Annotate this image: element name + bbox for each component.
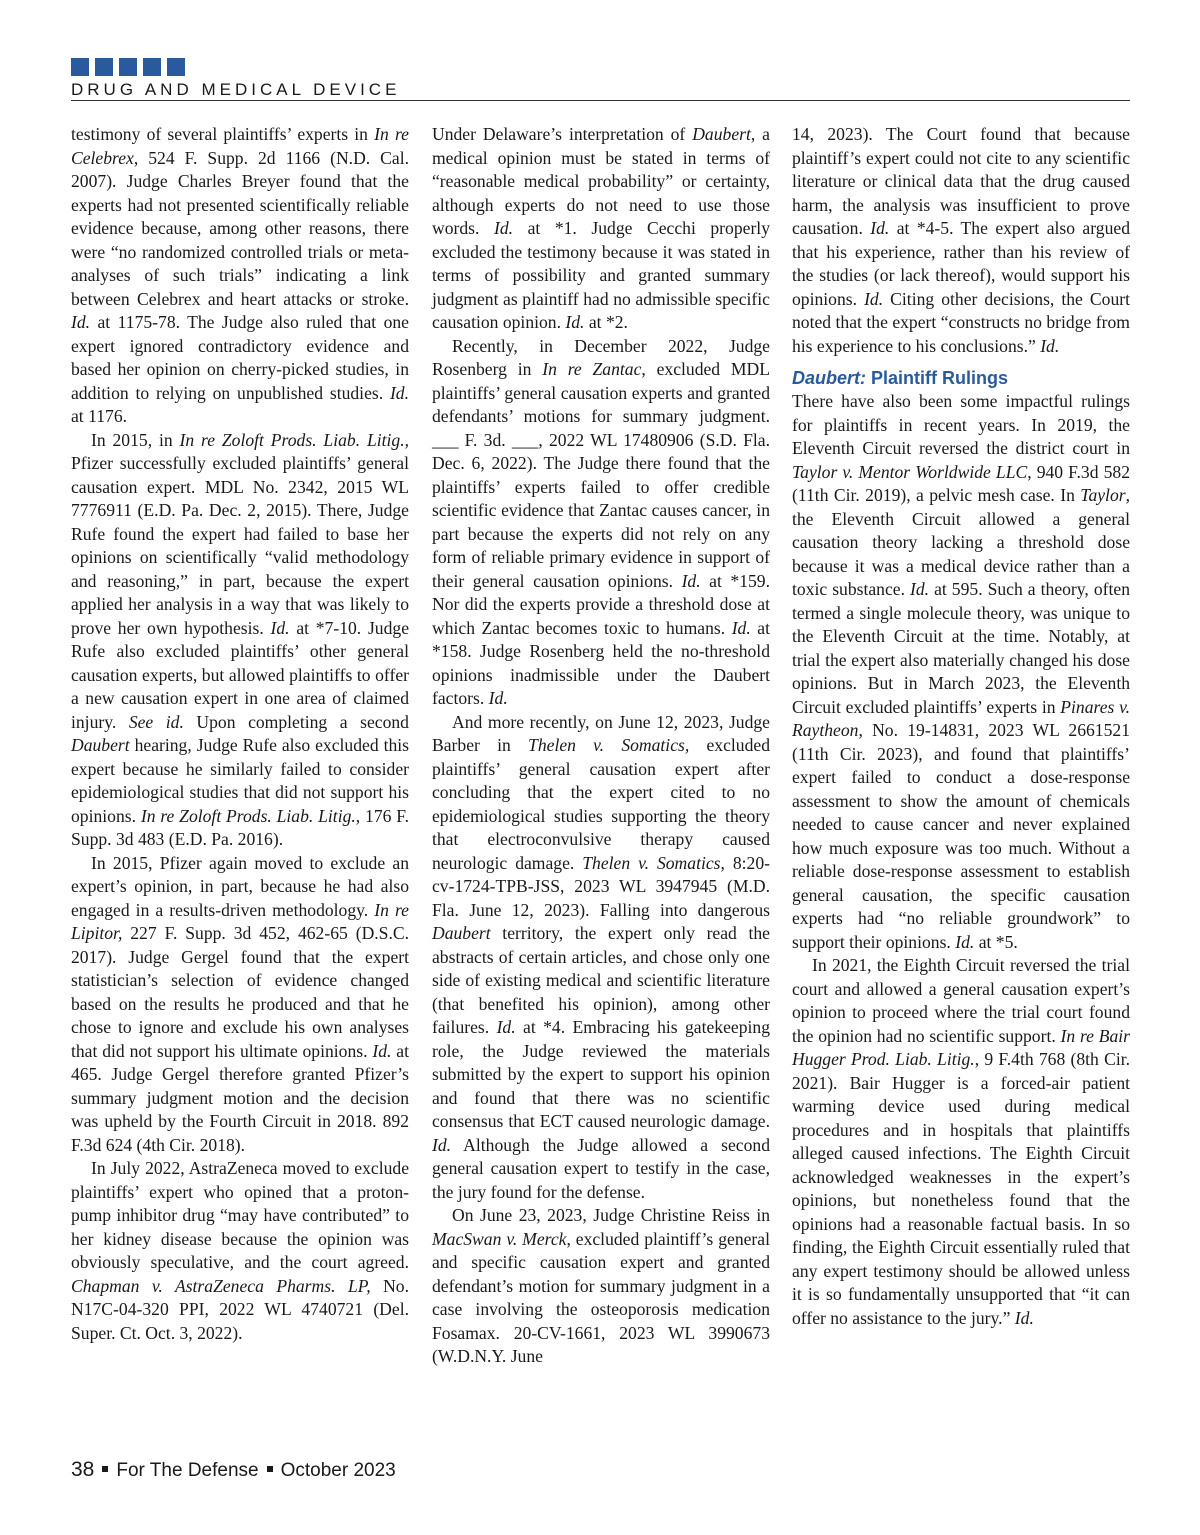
paragraph [792,390,1130,954]
text-run: , a medical opinion must be stated in terms of “reasonable medical probability” or certainty, although experts do not need to use those words. [432,124,770,238]
italic-citation: Id. [372,1040,392,1061]
header-square [167,58,185,76]
text-run: , excluded MDL plaintiffs’ general causation experts and granted defendants’ motions for summary judgment. ___ F. 3d. ___, 2022 WL 17480906 (S.D. Fla. Dec. 6, 2022). The Judge there found that the plaintiffs’ experts failed to offer credible scientific evidence that Zantac causes cancer, in part because the experts did not rely on any form of reliable primary evidence in support of their general causation opinions. [432,359,771,591]
text-run: , excluded plaintiff’s general and specific causation expert and granted defendant’s motion for summary judgment in a case involving the osteoporosis medication Fosamax. 20-CV-1661, 2023 WL 3990673 (W.D.N.Y. June [432,1228,770,1366]
italic-citation: In re Lipitor, [71,899,409,943]
header-square [119,58,137,76]
text-run: hearing, Judge Rufe also excluded this expert because he similarly failed to consider epidemiological studies that did not support his opinions. [71,735,409,826]
header-square [143,58,161,76]
footer-separator [267,1466,273,1472]
text-run: 227 F. Supp. 3d 452, 462-65 (D.S.C. 2017). Judge Gergel found that the expert statistician’s selection of evidence changed based on the results he produced and that he chose to ignore and exclude his own analyses that did not support his ultimate opinions. [71,923,409,1061]
italic-citation: Chapman v. AstraZeneca Pharms. LP, [71,1275,371,1296]
italic-citation: See id. [128,711,184,732]
paragraph [71,852,409,1158]
text-run: at *159. Nor did the experts provide a threshold dose at which Zantac becomes toxic to humans. [432,570,770,638]
text-run: No. N17C-04-320 PPI, 2022 WL 4740721 (Del. Super. Ct. Oct. 3, 2022). [71,1275,409,1343]
paragraph [432,1204,770,1369]
text-run: Pfizer successfully excluded plaintiffs’ general causation expert. MDL No. 2342, 2015 WL 7776911 (E.D. Pa. Dec. 2, 2015). There, Judge Rufe found the expert had failed to base her opinions on scientifically “valid methodology and reasoning,” in part, because the expert applied her analysis in a way that was likely to prove her own hypothesis. [71,453,409,638]
section-heading [792,367,1130,389]
section-heading-italic: Daubert: [792,368,867,388]
text-run: , the Eleventh Circuit allowed a general causation theory lacking a threshold dose because it was a medical device rather than a toxic substance. [792,485,1130,599]
paragraph [432,335,770,711]
italic-citation: Thelen v. Somatics [582,852,721,873]
italic-citation: Daubert [692,124,751,144]
italic-citation: In re Celebrex [71,124,409,168]
italic-citation: Id. [731,617,751,638]
italic-citation: Id. [1014,1307,1034,1328]
text-run: Under Delaware’s interpretation of [432,124,693,144]
text-run: at *4. Embracing his gatekeeping role, the Judge reviewed the materials submitted by the expert to support his opinion and found that there was no scientific consensus that ECT caused neurologic damage. [432,1017,770,1131]
italic-citation: Id. [681,570,701,591]
header-square [95,58,113,76]
page-number: 38 [71,1458,95,1481]
italic-citation: Id. [496,1017,516,1037]
text-run: Upon completing a second [183,711,409,732]
italic-citation: MacSwan v. Merck [432,1228,567,1249]
section-label: DRUG AND MEDICAL DEVICE [71,80,401,99]
italic-citation: Id. [864,288,884,309]
text-run: , 8:20-cv-1724-TPB-JSS, 2023 WL 3947945 (M.D. Fla. June 12, 2023). Falling into dangerous [432,852,770,920]
text-run: There have also been some impactful rulings for plaintiffs in recent years. In 2019, the Eleventh Circuit reversed the district court in [792,391,1130,458]
text-run: 176 F. Supp. 3d 483 (E.D. Pa. 2016). [71,805,410,849]
issue-date: October 2023 [280,1460,396,1481]
column-3-body [792,390,1130,1330]
text-run: at 1175-78. The Judge also ruled that one expert ignored contradictory evidence and based her opinion on cherry-picked studies, in addition to relying on unpublished studies. [71,312,409,403]
text-run: In 2015, Pfizer again moved to exclude an expert’s opinion, in part, because he had also engaged in a results-driven methodology. [71,852,409,920]
text-run: , No. 19-14831, 2023 WL 2661521 (11th Cir. 2023), and found that plaintiffs’ expert failed to conduct a dose-response assessment to show the amount of chemicals needed to cause cancer and never explained how much exposure was too much. Without a reliable dose-response assessment to establish general causation, the specific causation experts had “no reliable groundwork” to support their opinions. [792,720,1130,952]
text-run: Although the Judge allowed a second general causation expert to testify in the case, the jury found for the defense. [432,1134,770,1202]
italic-citation: Id. [1040,335,1060,356]
page-footer [71,1458,396,1482]
italic-citation: In re Zoloft Prods. Liab. Litig., [140,805,361,826]
italic-citation: Id. [955,931,975,952]
text-run: at 465. Judge Gergel therefore granted Pfizer’s summary judgment motion and the decision was upheld by the Fourth Circuit in 2018. 892 F.3d 624 (4th Cir. 2018). [71,1040,409,1155]
italic-citation: Id. [910,579,930,599]
text-run: territory, the expert only read the abstracts of certain articles, and chose only one side of existing medical and scientific literature (that benefited his opinion), among other failures. [432,923,770,1037]
publication-name: For The Defense [116,1460,259,1481]
section-heading-text: Plaintiff Rulings [866,368,1009,388]
italic-citation: Daubert [71,735,130,755]
text-run: In 2021, the Eighth Circuit reversed the trial court and allowed a general causation expert’s opinion to proceed where the trial court found the opinion had no scientific support. [792,955,1130,1046]
paragraph [71,123,409,429]
italic-citation: Id. [488,688,508,708]
paragraph [432,123,770,335]
text-run: In 2015, in [91,429,180,450]
header-squares [71,58,185,76]
italic-citation: Id. [493,218,514,238]
paragraph [432,711,770,1205]
column-2 [432,123,770,1369]
italic-citation: Id. [270,617,290,638]
paragraph [71,1157,409,1345]
italic-citation: Id. [389,382,409,403]
italic-citation: In re Zoloft Prods. Liab. Litig., [179,429,410,450]
text-run: excluded plaintiffs’ general causation expert after concluding that the expert cited to no epidemiological studies supporting the theory that electroconvulsive therapy caused neurologic damage. [432,735,770,873]
text-run: 14, 2023). The Court found that because plaintiff’s expert could not cite to any scientific literature or clinical data that the drug caused harm, the analysis was insufficient to prove causation. [792,124,1130,238]
text-run: at *7-10. Judge Rufe also excluded plaintiffs’ other general causation experts, but allowed plaintiffs to offer a new causation expert in one area of claimed injury. [71,617,410,732]
text-run: at *5. [974,931,1018,952]
footer-separator [102,1466,108,1472]
text-run: , 940 F.3d 582 (11th Cir. 2019), a pelvic mesh case. In [792,461,1130,505]
italic-citation: In re Bair Hugger Prod. Liab. Litig. [792,1025,1131,1069]
column-3 [792,123,1130,1330]
italic-citation: Thelen v. Somatics, [528,735,690,755]
paragraph [792,954,1130,1330]
italic-citation: Id. [432,1134,452,1155]
text-run: at 595. Such a theory, often termed a single molecule theory, was unique to the Eleventh Circuit at the time. Notably, at trial the expert also materially changed his dose opinions. But in March 2023, the Eleventh Circuit excluded plaintiffs’ experts in [792,579,1130,717]
italic-citation: Id. [870,218,890,238]
column-1 [71,123,409,1345]
text-run: at *4-5. The expert also argued that his experience, rather than his review of the studies (or lack thereof), would support his opinions. [792,218,1130,309]
italic-citation: Id. [71,312,91,332]
text-run: In July 2022, AstraZeneca moved to exclude plaintiffs’ expert who opined that a proton-pump inhibitor drug “may have contributed” to her kidney disease because the opinion was obviously speculative, and the court agreed. [71,1158,409,1272]
text-run: Recently, in December 2022, Judge Rosenberg in [432,335,770,379]
header-square [71,58,89,76]
text-run: at *2. [584,312,628,332]
column-3-lead [792,123,1130,358]
text-run: at 1176. [71,406,128,426]
paragraph [71,429,409,852]
text-run: And more recently, on June 12, 2023, Judge Barber in [432,711,770,755]
text-run: On June 23, 2023, Judge Christine Reiss in [452,1205,770,1225]
text-run: , 9 F.4th 768 (8th Cir. 2021). Bair Hugger is a forced-air patient warming device used during medical procedures and in hospitals that plaintiffs alleged caused infections. The Eighth Circuit acknowledged weaknesses in the expert’s opinions, but nonetheless found that the opinions had a reasonable factual basis. In so finding, the Eighth Circuit essentially ruled that any expert testimony should be allowed unless it is so fundamentally unsupported that “it can offer no assistance to the jury.” [792,1049,1130,1328]
italic-citation: Taylor [1080,485,1126,505]
italic-citation: In re Zantac [542,359,642,379]
header-rule [71,100,1130,101]
text-run: testimony of several plaintiffs’ experts in [71,124,375,144]
italic-citation: Daubert [432,923,491,943]
text-run: at *158. Judge Rosenberg held the no-threshold opinions inadmissible under the Daubert factors. [432,617,770,708]
text-run: at *1. Judge Cecchi properly excluded the testimony because it was stated in terms of possibility and granted summary judgment as plaintiff had no admissible specific causation opinion. [432,218,770,332]
text-run: Citing other decisions, the Court noted that the expert “constructs no bridge from his experience to his conclusions.” [792,288,1130,356]
italic-citation: Id. [565,312,585,332]
italic-citation: Taylor v. Mentor Worldwide LLC [792,461,1028,482]
italic-citation: Pinares v. Raytheon [792,696,1130,740]
text-run: , 524 F. Supp. 2d 1166 (N.D. Cal. 2007). Judge Charles Breyer found that the experts had not presented scientifically reliable evidence because, among other reasons, there were “no randomized controlled trials or meta-analyses of such trials” indicating a link between Celebrex and heart attacks or stroke. [71,147,409,309]
